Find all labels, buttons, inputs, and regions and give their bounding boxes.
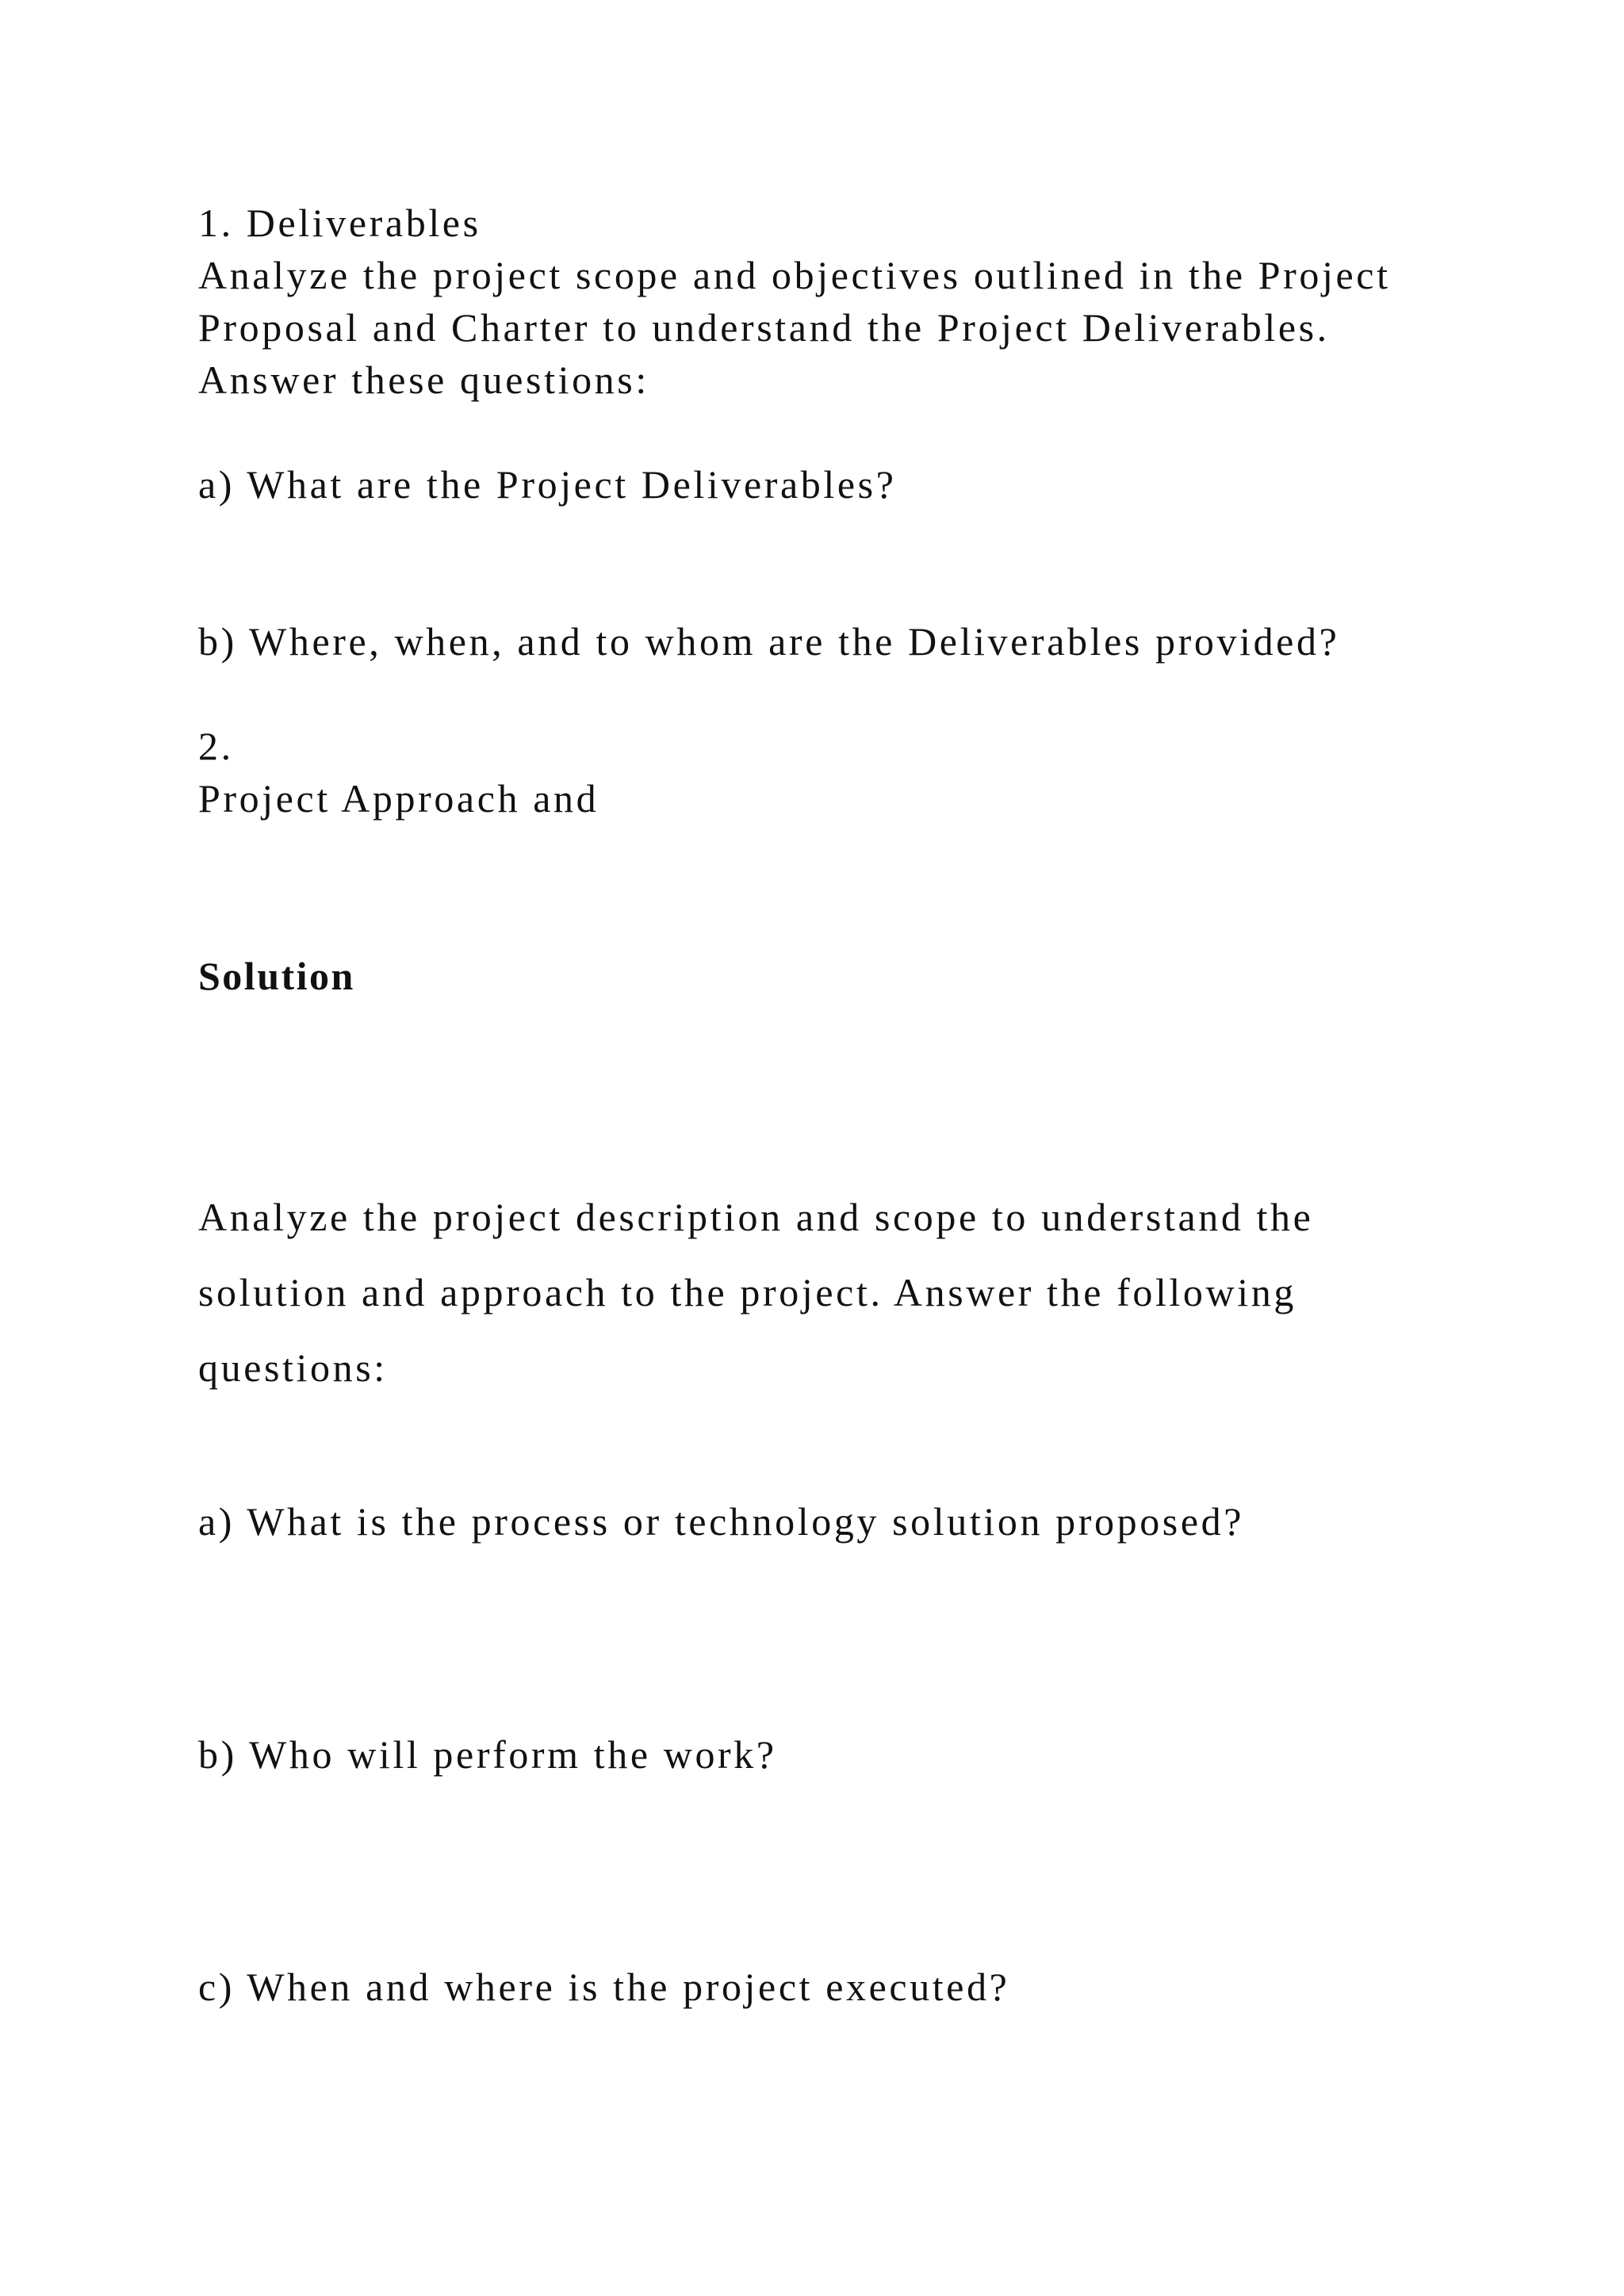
section-1-question-b: b) Where, when, and to whom are the Deliverables provided? (198, 619, 1340, 664)
section-2-question-a: a) What is the process or technology solution proposed? (198, 1499, 1245, 1544)
section-2-number: 2. (198, 724, 234, 768)
section-1-heading: 1. Deliverables (198, 201, 481, 245)
section-1-question-a: a) What are the Project Deliverables? (198, 462, 897, 507)
section-2-intro-line-2: solution and approach to the project. Answer the following (198, 1270, 1297, 1314)
section-2-question-b: b) Who will perform the work? (198, 1732, 777, 1777)
section-2-title-line: Project Approach and (198, 776, 599, 821)
section-2-intro-line-3: questions: (198, 1345, 388, 1390)
section-1-intro-line-2: Proposal and Charter to understand the Project Deliverables. (198, 305, 1330, 350)
section-2-title-bold: Solution (198, 954, 355, 998)
section-1-intro-line-3: Answer these questions: (198, 358, 649, 402)
section-2-intro-line-1: Analyze the project description and scope to understand the (198, 1195, 1314, 1239)
section-1-intro-line-1: Analyze the project scope and objectives outlined in the Project (198, 253, 1391, 297)
section-2-question-c: c) When and where is the project executed? (198, 1965, 1010, 2009)
